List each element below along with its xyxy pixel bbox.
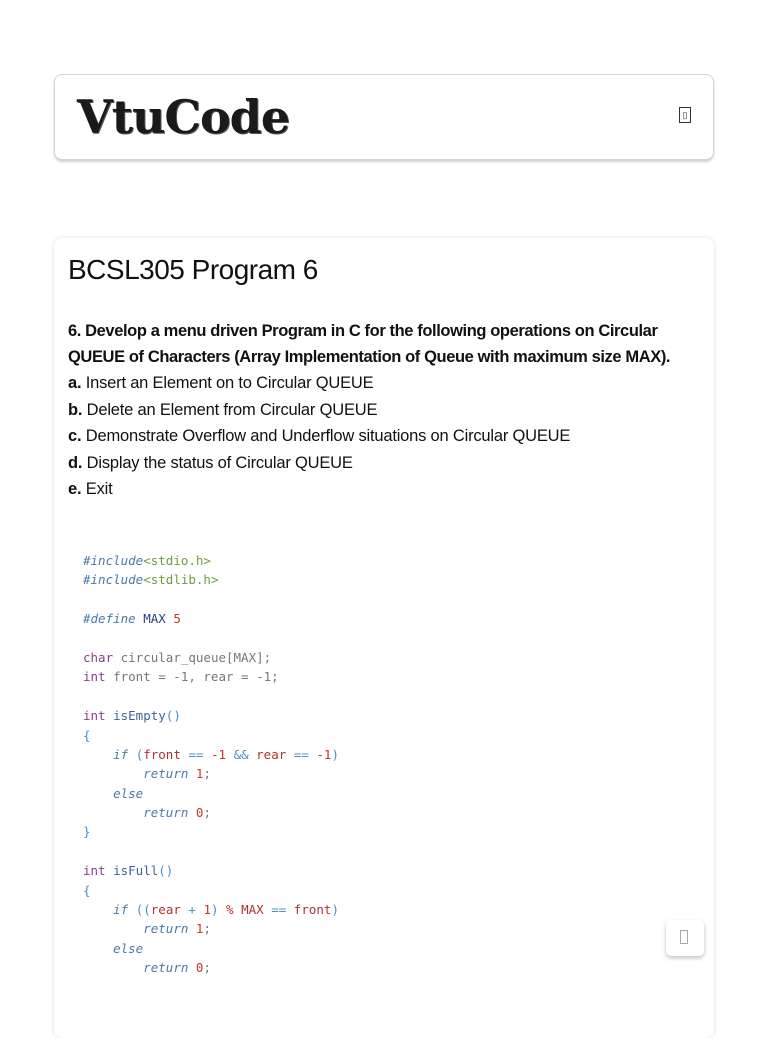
code-token (83, 805, 143, 820)
code-token (83, 766, 143, 781)
code-token: ) (331, 902, 339, 918)
code-token: -1 (316, 746, 332, 762)
code-token: 0 (195, 805, 204, 821)
code-token: #include (83, 553, 144, 568)
code-token: 1 (203, 902, 211, 918)
code-line (83, 764, 339, 783)
code-line (83, 629, 339, 648)
option-text: Insert an Element on to Circular QUEUE (81, 374, 374, 392)
code-token: ; (203, 766, 211, 782)
code-token: if (113, 746, 129, 762)
option-letter: d. (68, 453, 83, 472)
code-line (83, 803, 339, 822)
code-line (83, 842, 339, 861)
code-token: MAX (143, 611, 166, 627)
code-token: int (83, 708, 106, 724)
code-token (83, 921, 143, 936)
code-line (83, 551, 339, 570)
page-title: BCSL305 Program 6 (68, 254, 318, 285)
code-token: <stdlib.h> (143, 572, 219, 588)
code-token (83, 941, 113, 956)
code-token (188, 766, 196, 781)
code-token (83, 747, 113, 762)
code-token: 1 (195, 766, 204, 782)
code-token: && (226, 746, 257, 762)
option-letter: b. (68, 400, 83, 419)
code-token: int (83, 863, 106, 879)
code-token: int (83, 669, 106, 685)
code-token (83, 786, 113, 801)
code-token (128, 902, 136, 917)
code-line (83, 667, 339, 686)
code-token: ) (210, 902, 227, 918)
option-letter: e. (68, 480, 82, 498)
code-token: ) (331, 746, 339, 762)
code-line (83, 958, 339, 977)
code-token: #define (83, 611, 136, 627)
code-token: (( (135, 902, 151, 918)
code-token: == (180, 746, 211, 762)
code-token: { (83, 727, 91, 743)
code-token: { (83, 882, 91, 898)
code-token: return (143, 960, 189, 976)
code-token (188, 921, 196, 936)
menu-icon[interactable]: ▯ (679, 107, 691, 123)
option-text: Display the status of Circular QUEUE (82, 453, 353, 472)
code-token (106, 863, 114, 878)
code-token: () (165, 708, 181, 724)
code-token: + (180, 902, 204, 918)
code-line (83, 784, 339, 803)
site-logo[interactable]: VtuCode (77, 90, 290, 144)
code-token: isFull (113, 863, 159, 879)
option-item (68, 476, 570, 503)
code-token: return (143, 805, 189, 821)
code-token (83, 960, 143, 975)
code-token: front (293, 902, 332, 918)
scroll-to-top-button[interactable] (666, 920, 704, 956)
code-line (83, 687, 339, 706)
code-token: ( (135, 746, 144, 762)
code-token: 5 (173, 611, 181, 627)
code-token: rear (256, 746, 287, 762)
code-token: % MAX (226, 902, 264, 918)
code-token (188, 960, 196, 975)
site-header (54, 74, 714, 160)
code-token: front = -1, rear = -1; (105, 669, 279, 685)
option-item (68, 370, 570, 397)
option-text: Exit (81, 480, 113, 498)
code-line (83, 609, 339, 628)
code-token: rear (150, 902, 181, 918)
code-block (83, 551, 339, 978)
code-token: 0 (195, 960, 204, 976)
code-line (83, 822, 339, 841)
option-item (68, 397, 570, 424)
code-line (83, 706, 339, 725)
article-card (54, 238, 714, 1038)
code-token: if (113, 902, 129, 918)
code-line (83, 590, 339, 609)
code-token: } (83, 824, 91, 840)
code-token: () (158, 863, 174, 879)
code-line (83, 900, 339, 919)
option-text: Demonstrate Overflow and Underflow situations on Circular QUEUE (81, 427, 571, 445)
code-token: return (143, 766, 189, 782)
code-token: <stdio.h> (143, 553, 211, 568)
question-text: 6. Develop a menu driven Program in C for the following operations on Circular QUEUE of Characters (Array Implementation of Queue with maximum size MAX). (68, 322, 671, 366)
code-token: #include (83, 572, 144, 588)
code-line (83, 861, 339, 880)
code-token (128, 747, 136, 762)
option-letter: c. (68, 427, 82, 445)
code-line (83, 570, 339, 589)
code-token: else (113, 785, 144, 801)
code-token: ; (203, 960, 211, 976)
arrow-up-icon (680, 930, 688, 944)
code-token: isEmpty (113, 708, 166, 724)
option-letter: a. (68, 374, 82, 392)
code-token: ; (203, 921, 211, 937)
code-line (83, 881, 339, 900)
code-token: char (83, 649, 114, 665)
code-token: == (263, 902, 294, 918)
code-token (83, 902, 113, 917)
code-line (83, 745, 339, 764)
code-line (83, 939, 339, 958)
code-token (106, 708, 114, 723)
code-token: return (143, 921, 189, 937)
option-item (68, 450, 570, 477)
code-token (188, 805, 196, 820)
code-token: front (143, 746, 181, 762)
code-token: 1 (195, 921, 204, 937)
option-item (68, 423, 570, 450)
code-line (83, 648, 339, 667)
code-token: else (113, 940, 144, 956)
code-token: -1 (210, 746, 227, 762)
code-line (83, 919, 339, 938)
code-line (83, 726, 339, 745)
code-token: circular_queue[MAX]; (113, 649, 272, 665)
options-list (68, 370, 570, 503)
code-token: ; (203, 805, 211, 821)
option-text: Delete an Element from Circular QUEUE (82, 400, 378, 419)
code-token: == (286, 746, 317, 762)
